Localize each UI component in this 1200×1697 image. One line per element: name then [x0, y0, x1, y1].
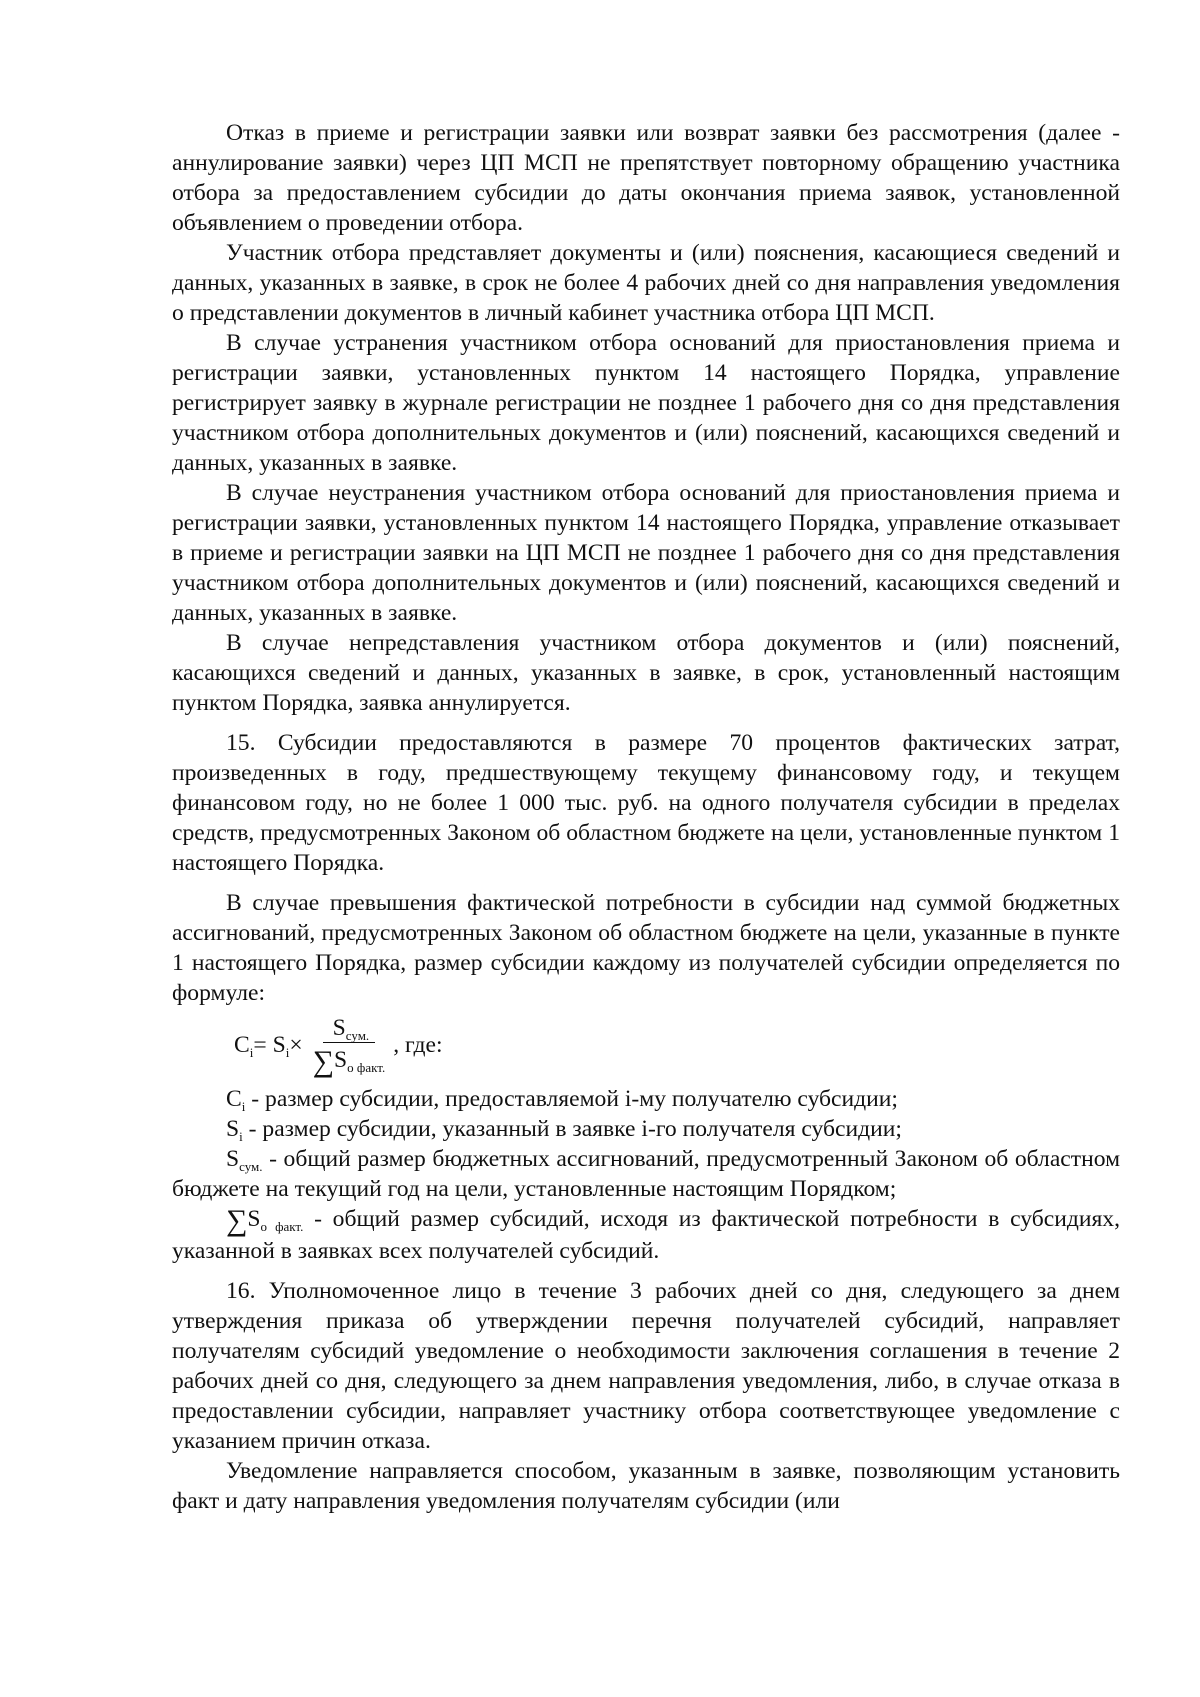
sum-sigma-icon: ∑: [312, 1044, 335, 1078]
definition-sfact: $\sum S_{о факт.}$ - общий размер субсидий, исходя из фактической потребности в субсидиях, указанной в заявках всех получателей субсидий.: [172, 1204, 1121, 1264]
paragraph-nonsubmission: В случае непредставления участником отбора документов и (или) пояснений, касающихся сведений и данных, указанных в заявке, в срок, установленный настоящим пунктом Порядка, заявка аннулируется.: [172, 630, 1120, 716]
formula-times: ×: [289, 1032, 303, 1058]
paragraph-documents-deadline: Участник отбора представляет документы и (или) пояснения, касающиеся сведений и данных, указанных в заявке, в срок не более 4 рабочих дней со дня направления уведомления о представлении документов в личный кабинет участника отбора ЦП МСП.: [172, 240, 1120, 326]
formula-numerator: $S_{сум.}$: [323, 1014, 376, 1043]
paragraph-registration: В случае устранения участником отбора оснований для приостановления приема и регистрации заявки, установленных пунктом 14 настоящего Порядка, управление регистрирует заявку в журнале регистрации не позднее 1 рабочего дня со дня представления участником отбора дополнительных документов и (или) пояснений, касающихся сведений и данных, указанных в заявке.: [172, 330, 1120, 476]
paragraph-notification-method: Уведомление направляется способом, указанным в заявке, позволяющим установить факт и дату направления уведомления получателям субсидии (или: [172, 1458, 1120, 1514]
formula-denominator: $\sum S_{о факт.}$: [312, 1044, 386, 1078]
definition-ci: $C_i$ - размер субсидии, предоставляемой i-му получателю субсидии;: [226, 1086, 898, 1114]
paragraph-refusal: В случае неустранения участником отбора оснований для приостановления приема и регистрации заявки, установленных пунктом 14 настоящего Порядка, управление отказывает в приеме и регистрации заявки на ЦП МСП не позднее 1 рабочего дня со дня представления участником отбора дополнительных документов и (или) пояснений, касающихся сведений и данных, указанных в заявке.: [172, 480, 1120, 626]
definition-si: $S_i$ - размер субсидии, указанный в заявке i-го получателя субсидии;: [226, 1116, 902, 1144]
document-page: [172, 118, 1120, 1516]
formula-fraction: [309, 1014, 390, 1077]
definition-ssum: $S_{сум.}$ - общий размер бюджетных ассигнований, предусмотренный Законом об областном бюджете на текущий год на цели, установленные настоящим Порядком;: [172, 1146, 1120, 1202]
formula-lhs: $C_i$: [234, 1032, 254, 1060]
formula-si: = $S_i$: [253, 1032, 290, 1060]
subsidy-formula: [234, 1010, 1120, 1080]
paragraph-16-notification: 16. Уполномоченное лицо в течение 3 рабочих дней со дня, следующего за днем утверждения приказа об утверждении перечня получателей субсидий, направляет получателям субсидий уведомление о необходимости заключения соглашения в течение 2 рабочих дней со дня, следующего за днем направления уведомления, либо, в случае отказа в предоставлении субсидии, направляет участнику отбора соответствующее уведомление с указанием причин отказа.: [172, 1278, 1120, 1454]
formula-tail: , где:: [393, 1032, 443, 1058]
paragraph-excess-demand: В случае превышения фактической потребности в субсидии над суммой бюджетных ассигнований, предусмотренных Законом об областном бюджете на цели, указанные в пункте 1 настоящего Порядка, размер субсидии каждому из получателей субсидии определяется по формуле:: [172, 890, 1120, 1006]
paragraph-15-subsidy-amount: 15. Субсидии предоставляются в размере 70 процентов фактических затрат, произведенных в году, предшествующему текущему финансовому году, и текущем финансовом году, но не более 1 000 тыс. руб. на одного получателя субсидии в пределах средств, предусмотренных Законом об областном бюджете на цели, установленные пунктом 1 настоящего Порядка.: [172, 730, 1120, 876]
sum-sigma-icon: ∑: [226, 1204, 248, 1237]
paragraph-annulment: Отказ в приеме и регистрации заявки или возврат заявки без рассмотрения (далее - аннулирование заявки) через ЦП МСП не препятствует повторному обращению участника отбора за предоставлением субсидии до даты окончания приема заявок, установленной объявлением о проведении отбора.: [172, 120, 1120, 236]
